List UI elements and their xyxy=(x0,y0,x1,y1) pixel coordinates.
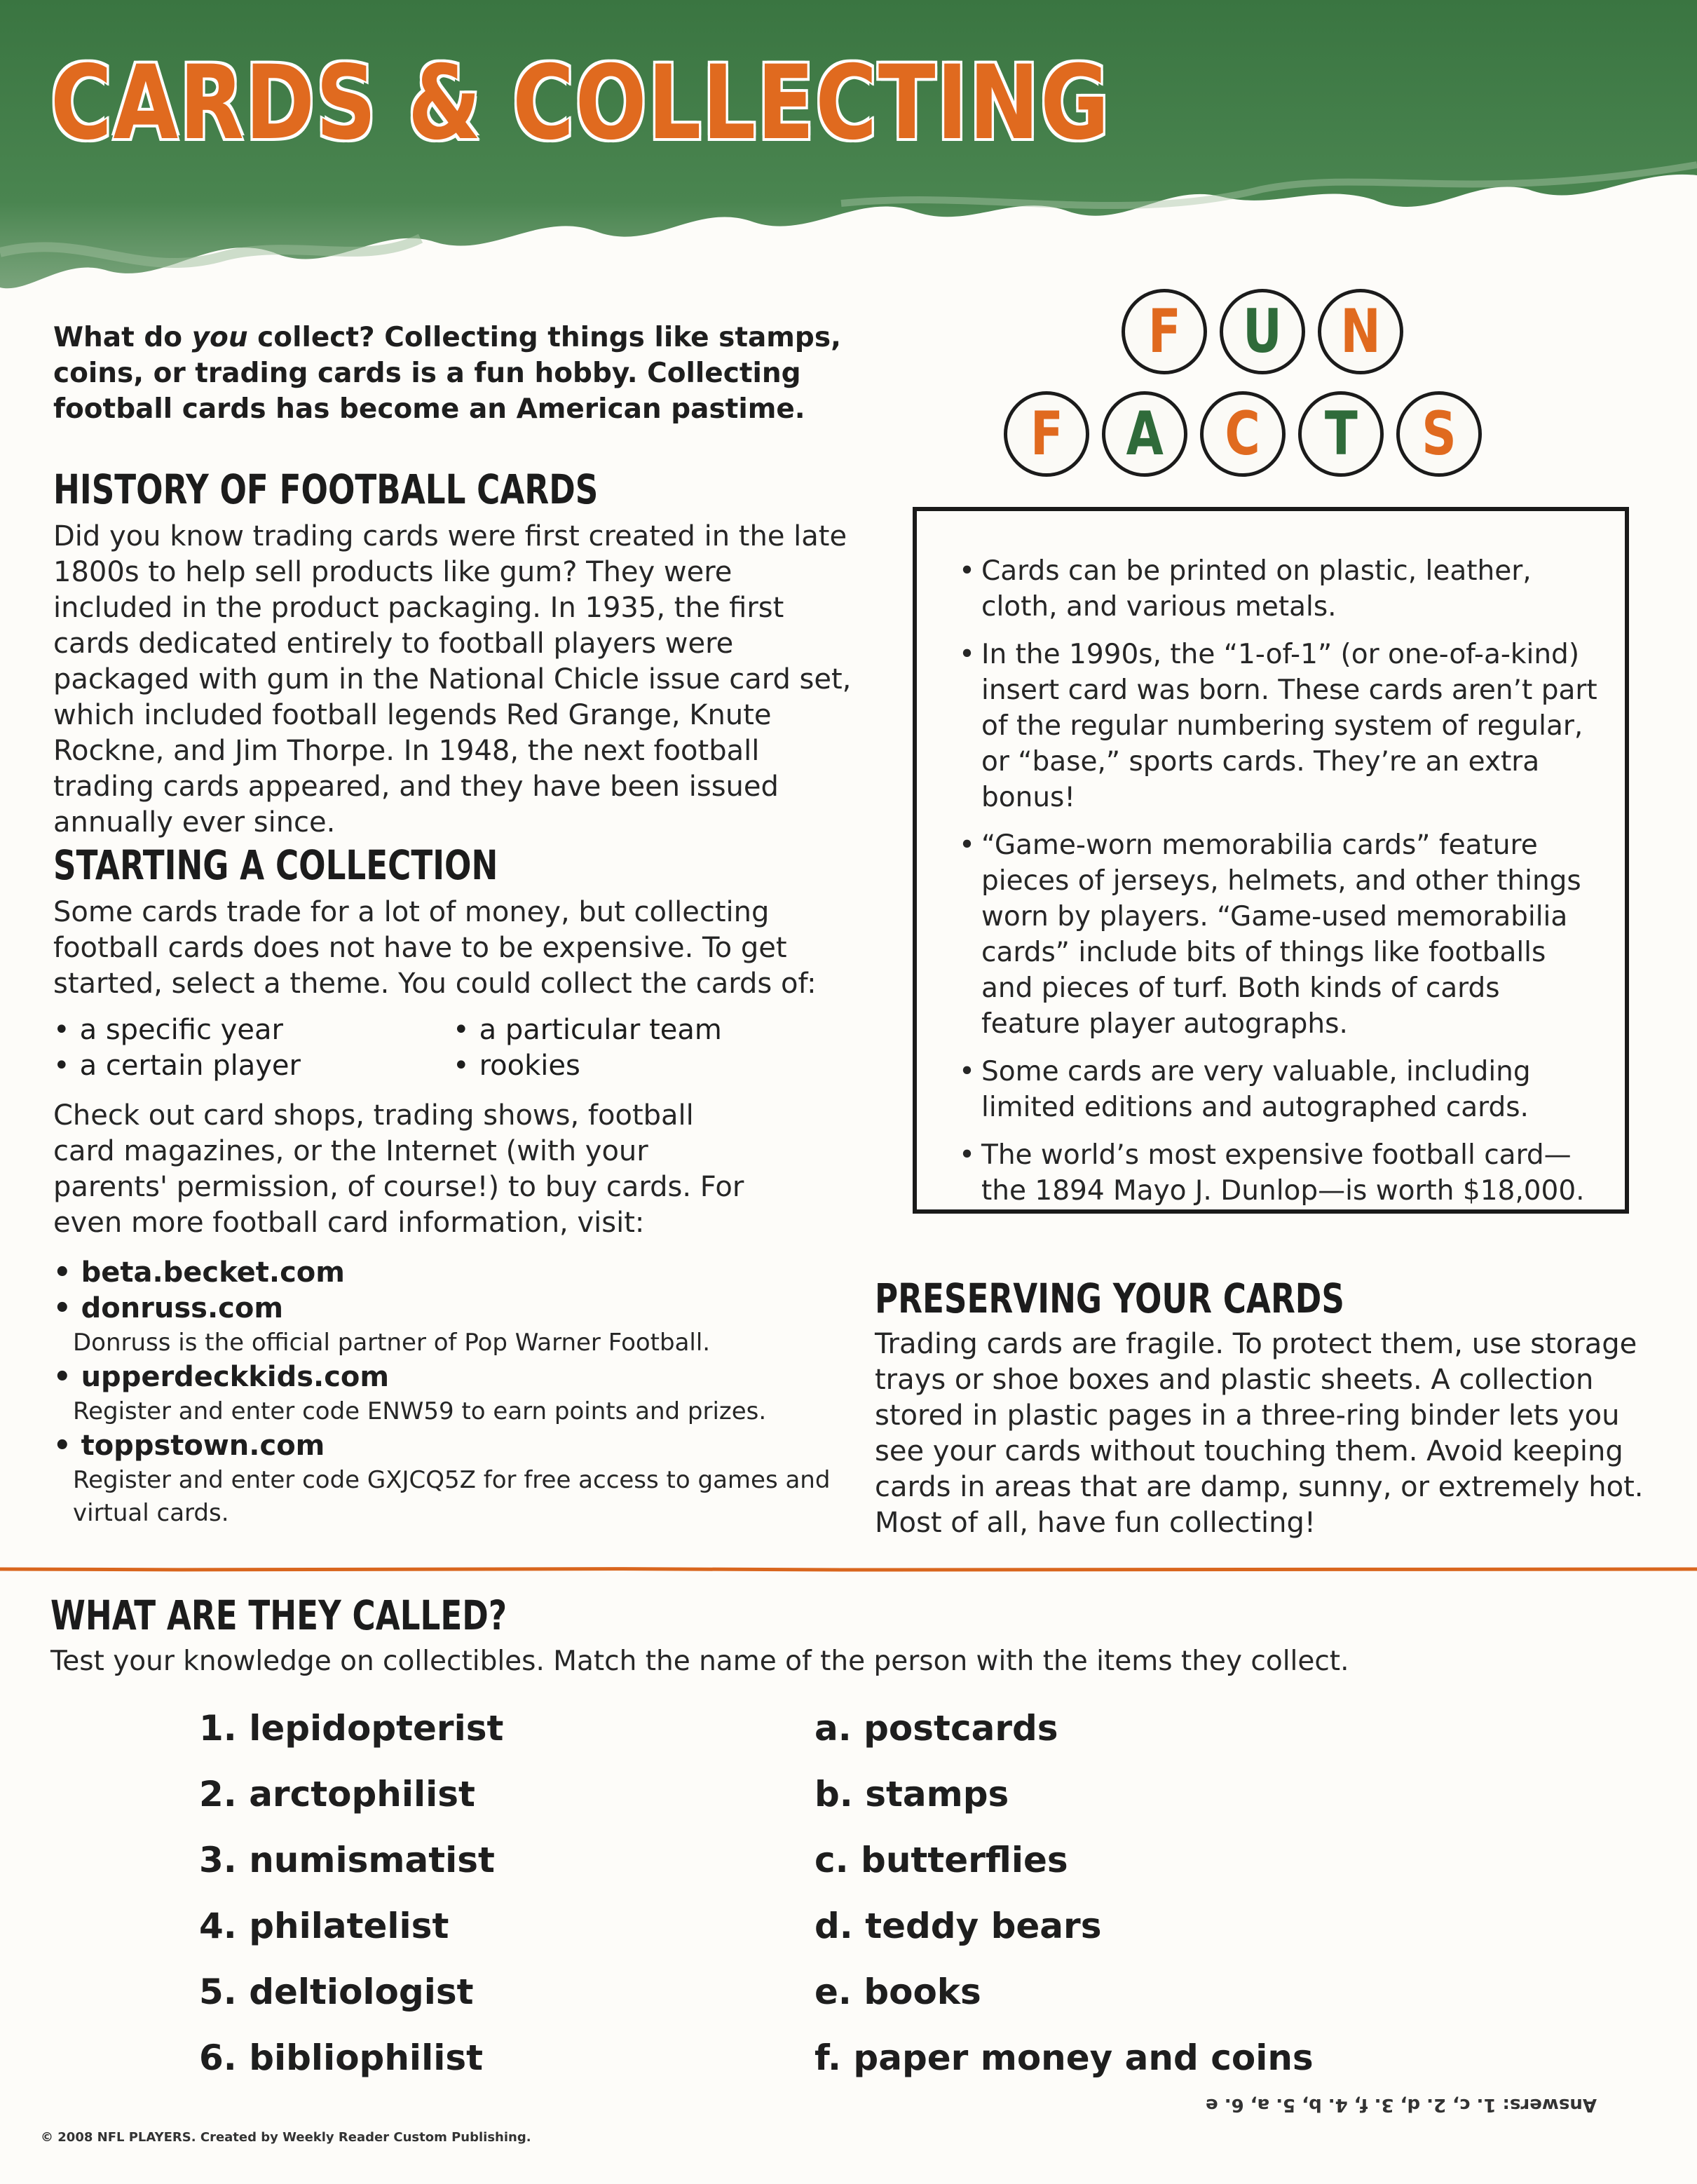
quiz-names-column xyxy=(199,1695,830,2091)
link-description: Register and enter code ENW59 to earn points and prizes. xyxy=(73,1397,767,1425)
theme-item: • a particular team xyxy=(453,1012,852,1048)
link-url[interactable]: • donruss.com xyxy=(53,1291,852,1327)
quiz-collectible: d. teddy bears xyxy=(815,1906,1102,1946)
quiz-answers: Answers: 1. c, 2. d, 3. f, 4. b, 5. a, 6. e xyxy=(1206,2094,1597,2115)
starting-text: Some cards trade for a lot of money, but collecting football cards does not have to be expensive. To get started, select a theme. You could collect the cards of: xyxy=(53,896,817,1000)
fun-fact-item: • Cards can be printed on plastic, leather, cloth, and various metals. xyxy=(959,553,1604,625)
quiz-collectible: e. books xyxy=(815,1972,981,2012)
link-item xyxy=(53,1291,852,1359)
quiz-collectible: b. stamps xyxy=(815,1774,1009,1815)
link-item xyxy=(53,1255,852,1291)
quiz-collectible: a. postcards xyxy=(815,1708,1058,1749)
fun-fact-item: • “Game-worn memorabilia cards” feature pieces of jerseys, helmets, and other things worn by players. “Game-used memorabilia cards” include bits of things like footballs and pieces of turf. Both kinds of cards feature player autographs. xyxy=(959,827,1604,1042)
fun-facts-letter: F xyxy=(1004,391,1089,477)
fun-facts-letter: F xyxy=(1122,289,1207,374)
quiz-name: 1. lepidopterist xyxy=(199,1708,504,1749)
quiz-collectible: c. butterflies xyxy=(815,1840,1068,1880)
fun-fact-item: • Some cards are very valuable, including limited editions and autographed cards. xyxy=(959,1054,1604,1125)
link-description: Donruss is the official partner of Pop Warner Football. xyxy=(73,1329,711,1357)
link-list xyxy=(53,1255,852,1530)
quiz-name: 2. arctophilist xyxy=(199,1774,475,1815)
theme-item: • rookies xyxy=(453,1048,852,1084)
fun-facts-box xyxy=(913,507,1629,1214)
theme-item: • a certain player xyxy=(53,1048,453,1084)
history-text: Did you know trading cards were first created in the late 1800s to help sell products like gum? They were included in the product packaging. In 1935, the first cards dedicated entirely to football players were packaged with gum in the National Chicle issue card set, which included football legends Red Grange, Knute Rockne, and Jim Thorpe. In 1948, the next football trading cards appeared, and they have been issued annually ever since. xyxy=(53,520,852,839)
fun-facts-letter: A xyxy=(1102,391,1187,477)
fun-facts-list xyxy=(959,553,1604,1221)
preserving-heading: PRESERVING YOUR CARDS xyxy=(875,1275,1344,1322)
fun-facts-heading xyxy=(995,279,1528,489)
quiz-name: 3. numismatist xyxy=(199,1840,495,1880)
fun-facts-letter: S xyxy=(1396,391,1482,477)
fun-facts-letter: U xyxy=(1220,289,1305,374)
quiz-heading: WHAT ARE THEY CALLED? xyxy=(50,1592,507,1639)
intro-paragraph: What do you collect? Collecting things like stamps, coins, or trading cards is a fun hobby. Collecting football cards has become an American pastime. xyxy=(53,322,841,425)
copyright-notice: © 2008 NFL PLAYERS. Created by Weekly Reader Custom Publishing. xyxy=(41,2130,531,2145)
link-url[interactable]: • upperdeckkids.com xyxy=(53,1359,852,1395)
link-description: Register and enter code GXJCQ5Z for free access to games and virtual cards. xyxy=(73,1466,831,1527)
quiz-name: 5. deltiologist xyxy=(199,1972,474,2012)
fun-facts-letter: T xyxy=(1298,391,1384,477)
theme-item: • a specific year xyxy=(53,1012,453,1048)
link-item xyxy=(53,1359,852,1428)
page-title: CARDS & COLLECTING xyxy=(50,43,1111,163)
fun-fact-item: • The world’s most expensive football card—the 1894 Mayo J. Dunlop—is worth $18,000. xyxy=(959,1137,1604,1209)
quiz-items-column xyxy=(815,1695,1445,2091)
link-item xyxy=(53,1428,852,1530)
link-url[interactable]: • toppstown.com xyxy=(53,1428,852,1464)
quiz-instructions: Test your knowledge on collectibles. Match the name of the person with the items they collect. xyxy=(50,1646,1349,1677)
history-heading: HISTORY OF FOOTBALL CARDS xyxy=(53,466,599,513)
quiz-name: 6. bibliophilist xyxy=(199,2037,484,2078)
fun-fact-item: • In the 1990s, the “1-of-1” (or one-of-a-kind) insert card was born. These cards aren’t part of the regular numbering system of regular, or “base,” sports cards. They’re an extra bonus! xyxy=(959,637,1604,815)
quiz-name: 4. philatelist xyxy=(199,1906,449,1946)
intro-emphasis: you xyxy=(191,322,248,353)
starting-heading: STARTING A COLLECTION xyxy=(53,841,498,889)
quiz-collectible: f. paper money and coins xyxy=(815,2037,1314,2078)
fun-facts-letter: N xyxy=(1318,289,1403,374)
starting-text-2: Check out card shops, trading shows, football card magazines, or the Internet (with your parents' permission, of course!) to buy cards. For even more football card information, visit: xyxy=(53,1099,744,1239)
link-url[interactable]: • beta.becket.com xyxy=(53,1255,852,1291)
fun-facts-letter: C xyxy=(1200,391,1286,477)
preserving-text: Trading cards are fragile. To protect them, use storage trays or shoe boxes and plastic sheets. A collection stored in plastic pages in a three-ring binder lets you see your cards without touching them. Avoid keeping cards in areas that are damp, sunny, or extremely hot. Most of all, have fun collecting! xyxy=(875,1328,1644,1539)
theme-list xyxy=(53,1012,852,1084)
section-divider xyxy=(0,1566,1697,1573)
